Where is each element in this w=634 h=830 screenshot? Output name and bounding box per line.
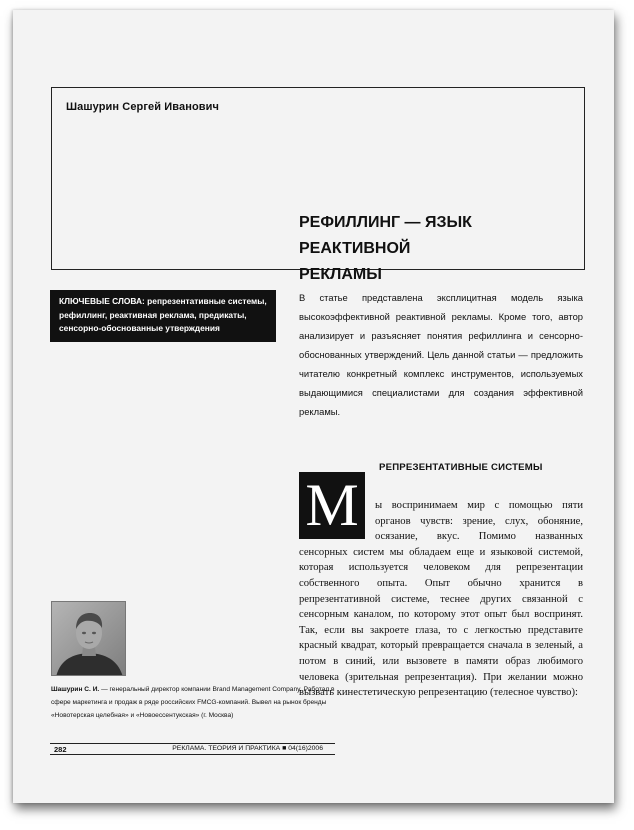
keywords-box: КЛЮЧЕВЫЕ СЛОВА: репрезентативные системы, рефиллинг, реактивная реклама, предикаты, сенсорно-обоснованные утверждения bbox=[50, 290, 276, 342]
article-title bbox=[299, 210, 569, 288]
title-line-2: РЕКЛАМЫ bbox=[299, 266, 382, 283]
body-paragraph: ы воспринимаем мир с помощью пяти органов чувств: зрение, слух, обоняние, осязание, вкус. Помимо названных сенсорных систем мы обладаем еще и языковой системой, которая используется человеком для репрезентации собственного опыта. Опыт обычно хранится в репрезентативной системе, теснее других связанной с сенсорным каналом, по которому этот опыт был воспринят. Так, если вы закроете глаза, то с легкостью представите красный квадрат, который превращается сначала в зеленый, а потом в синий, или вызовете в памяти образ любимого человека (зрительная репрезентация). При желании можно вызвать кинестетическую репрезентацию (телесное чувство): bbox=[299, 500, 583, 699]
header-box bbox=[51, 87, 585, 283]
page-number: 282 bbox=[54, 745, 67, 754]
caption-text: — генеральный директор компании Brand Management Company. Работал в сфере маркетинга и продаж в ряде российских FMCG-компаний. Вывел на рынок бренды «Новотерская целебная» и «Новоессентукская» (г. Москва) bbox=[51, 686, 335, 719]
journal-footer bbox=[172, 745, 323, 752]
journal-name: РЕКЛАМА. ТЕОРИЯ И ПРАКТИКА bbox=[172, 745, 281, 752]
author-name: Шашурин Сергей Иванович bbox=[66, 101, 220, 113]
author-caption bbox=[51, 683, 343, 722]
journal-page bbox=[13, 10, 614, 803]
section-heading: РЕПРЕЗЕНТАТИВНЫЕ СИСТЕМЫ bbox=[379, 462, 543, 473]
journal-issue: 04(16)2006 bbox=[288, 745, 323, 752]
drop-cap: М bbox=[299, 472, 365, 539]
title-line-1: РЕФИЛЛИНГ — ЯЗЫК РЕАКТИВНОЙ bbox=[299, 214, 472, 257]
author-portrait-image bbox=[52, 602, 126, 676]
drop-cap-spacer bbox=[299, 498, 375, 544]
body-text bbox=[299, 498, 583, 701]
author-photo bbox=[51, 601, 126, 676]
square-icon: ■ bbox=[282, 745, 287, 752]
abstract: В статье представлена эксплицитная модель языка высокоэффективной реактивной рекламы. Кроме того, автор анализирует и разъясняет понятия рефиллинга и сенсорно-обоснованных утверждений. Цель данной статьи — предложить читателю конкретный комплекс инструментов, используемых выдающимися специалистами для создания эффективной рекламы. bbox=[299, 292, 583, 417]
caption-name: Шашурин С. И. bbox=[51, 686, 100, 693]
